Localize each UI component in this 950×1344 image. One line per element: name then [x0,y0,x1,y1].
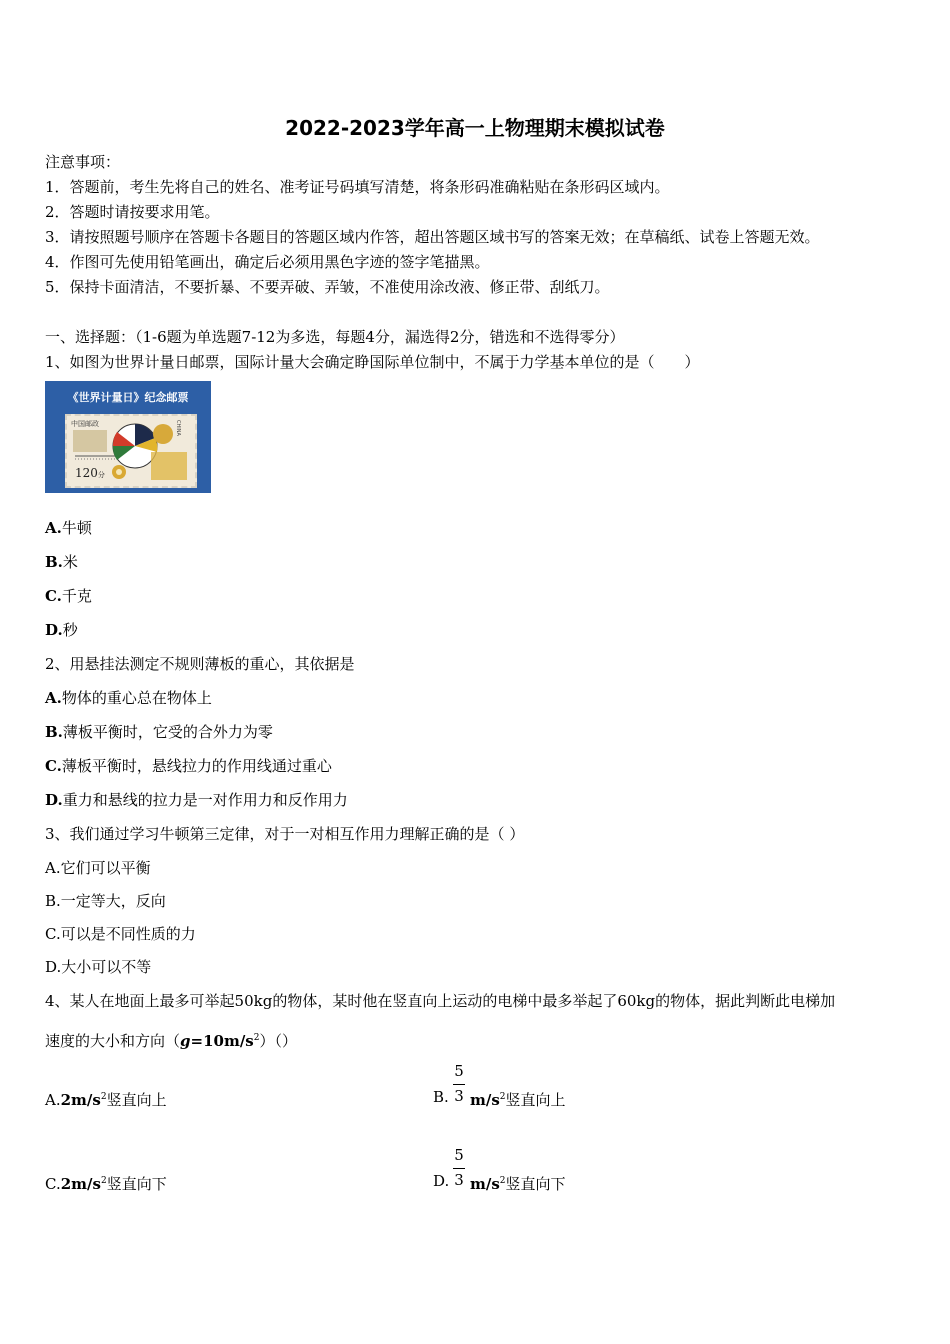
q2-option-c [45,756,332,776]
stamp-value [75,466,105,480]
q4-option-b-fraction-bar [453,1084,465,1085]
q4-option-d-fraction-bar [453,1168,465,1169]
option-letter: A. [45,519,62,537]
q1-option-c [45,586,92,606]
question-1-stem: 1、如图为世界计量日邮票，国际计量大会确定睁国际单位制中，不属于力学基本单位的是（ ） [45,353,700,371]
option-direction: 竖直向下 [106,1175,167,1193]
option-value: m/s [470,1175,500,1193]
option-text: 薄板平衡时，它受的合外力为零 [62,723,273,741]
option-letter: C. [45,587,62,605]
q1-option-b [45,552,78,572]
q4-option-b-numerator: 5 [454,1062,464,1080]
stem-text: 速度的大小和方向（ [45,1032,181,1050]
option-letter: A. [45,689,62,707]
option-exponent: 2 [100,1176,107,1186]
q2-option-b [45,722,273,742]
option-letter: C. [45,1175,61,1193]
option-value: 2m/s [60,1175,101,1193]
q1-option-a [45,518,92,538]
option-text: 米 [62,553,78,571]
option-text: 重力和悬线的拉力是一对作用力和反作用力 [62,791,348,809]
option-exponent: 2 [499,1092,506,1102]
option-direction: 竖直向下 [505,1175,566,1193]
stamp-banner-text: 《世界计量日》纪念邮票 [67,391,189,404]
q4-option-d-letter: D. [433,1172,450,1190]
notice-heading: 注意事项： [45,153,121,171]
stamp-country-text: CHINA [175,420,181,436]
section-heading: 一、选择题：（1-6题为单选题7-12为多选，每题4分，漏选得2分，错选和不选得零分） [45,328,625,346]
option-letter: D. [45,621,63,639]
q2-option-a [45,688,212,708]
q4-option-b-rest [470,1087,566,1110]
q4-option-d-rest [470,1171,566,1194]
q4-option-d-numerator: 5 [454,1146,464,1164]
q2-option-d [45,790,348,810]
notice-item-2: 2．答题时请按要求用笔。 [45,203,220,221]
option-direction: 竖直向上 [505,1091,566,1109]
q1-option-d [45,620,78,640]
option-letter: D. [45,791,63,809]
option-text: 物体的重心总在物体上 [61,689,212,707]
option-letter: A. [45,1091,61,1109]
question-4-stem-line-1: 4、某人在地面上最多可举起50kg的物体，某时他在竖直向上运动的电梯中最多举起了60kg的物体，据此判断此电梯加 [45,992,836,1010]
notice-item-5: 5．保持卡面清洁，不要折暴、不要弄破、弄皱，不准使用涂改液、修正带、刮纸刀。 [45,278,610,296]
option-value: m/s [470,1091,500,1109]
stamp-value-number: 120 [75,466,98,480]
q3-option-b: B.一定等大，反向 [45,892,166,910]
q3-option-d: D.大小可以不等 [45,958,152,976]
option-text: 牛顿 [61,519,92,537]
stem-text: ）（） [259,1032,298,1050]
option-text: 薄板平衡时，悬线拉力的作用线通过重心 [61,757,332,775]
notice-item-1: 1．答题前，考生先将自己的姓名、准考证号码填写清楚，将条形码准确粘贴在条形码区域内。 [45,178,670,196]
stem-g-value: =10m/s [190,1032,254,1050]
q4-option-b-denominator: 3 [454,1087,464,1105]
stamp-image [45,381,211,493]
stem-exponent: 2 [253,1033,260,1043]
question-2-stem: 2、用悬挂法测定不规则薄板的重心，其依据是 [45,655,355,673]
option-direction: 竖直向上 [106,1091,167,1109]
q4-option-a [45,1087,167,1110]
option-letter: B. [45,723,63,741]
question-4-stem-line-2 [45,1028,297,1051]
q3-option-c: C.可以是不同性质的力 [45,925,196,943]
option-value: 2m/s [60,1091,101,1109]
option-letter: C. [45,757,62,775]
stamp-post-text: 中国邮政 [71,420,99,428]
stamp-value-unit: 分 [97,471,105,479]
option-text: 秒 [62,621,78,639]
q4-option-b-letter: B. [433,1088,449,1106]
stamp-face [65,414,197,488]
option-text: 千克 [61,587,92,605]
stem-g-symbol: g [180,1032,191,1050]
q3-option-a: A.它们可以平衡 [45,859,151,877]
page-title: 2022-2023学年高一上物理期末模拟试卷 [285,116,665,140]
notice-item-3: 3．请按照题号顺序在答题卡各题目的答题区域内作答，超出答题区域书写的答案无效；在草稿纸、试卷上答题无效。 [45,228,820,246]
q4-option-d-denominator: 3 [454,1171,464,1189]
notice-item-4: 4．作图可先使用铅笔画出，确定后必须用黑色字迹的签字笔描黑。 [45,253,490,271]
q4-option-c [45,1171,167,1194]
question-3-stem: 3、我们通过学习牛顿第三定律，对于一对相互作用力理解正确的是（ ） [45,825,525,843]
option-exponent: 2 [499,1176,506,1186]
option-letter: B. [45,553,63,571]
option-exponent: 2 [100,1092,107,1102]
